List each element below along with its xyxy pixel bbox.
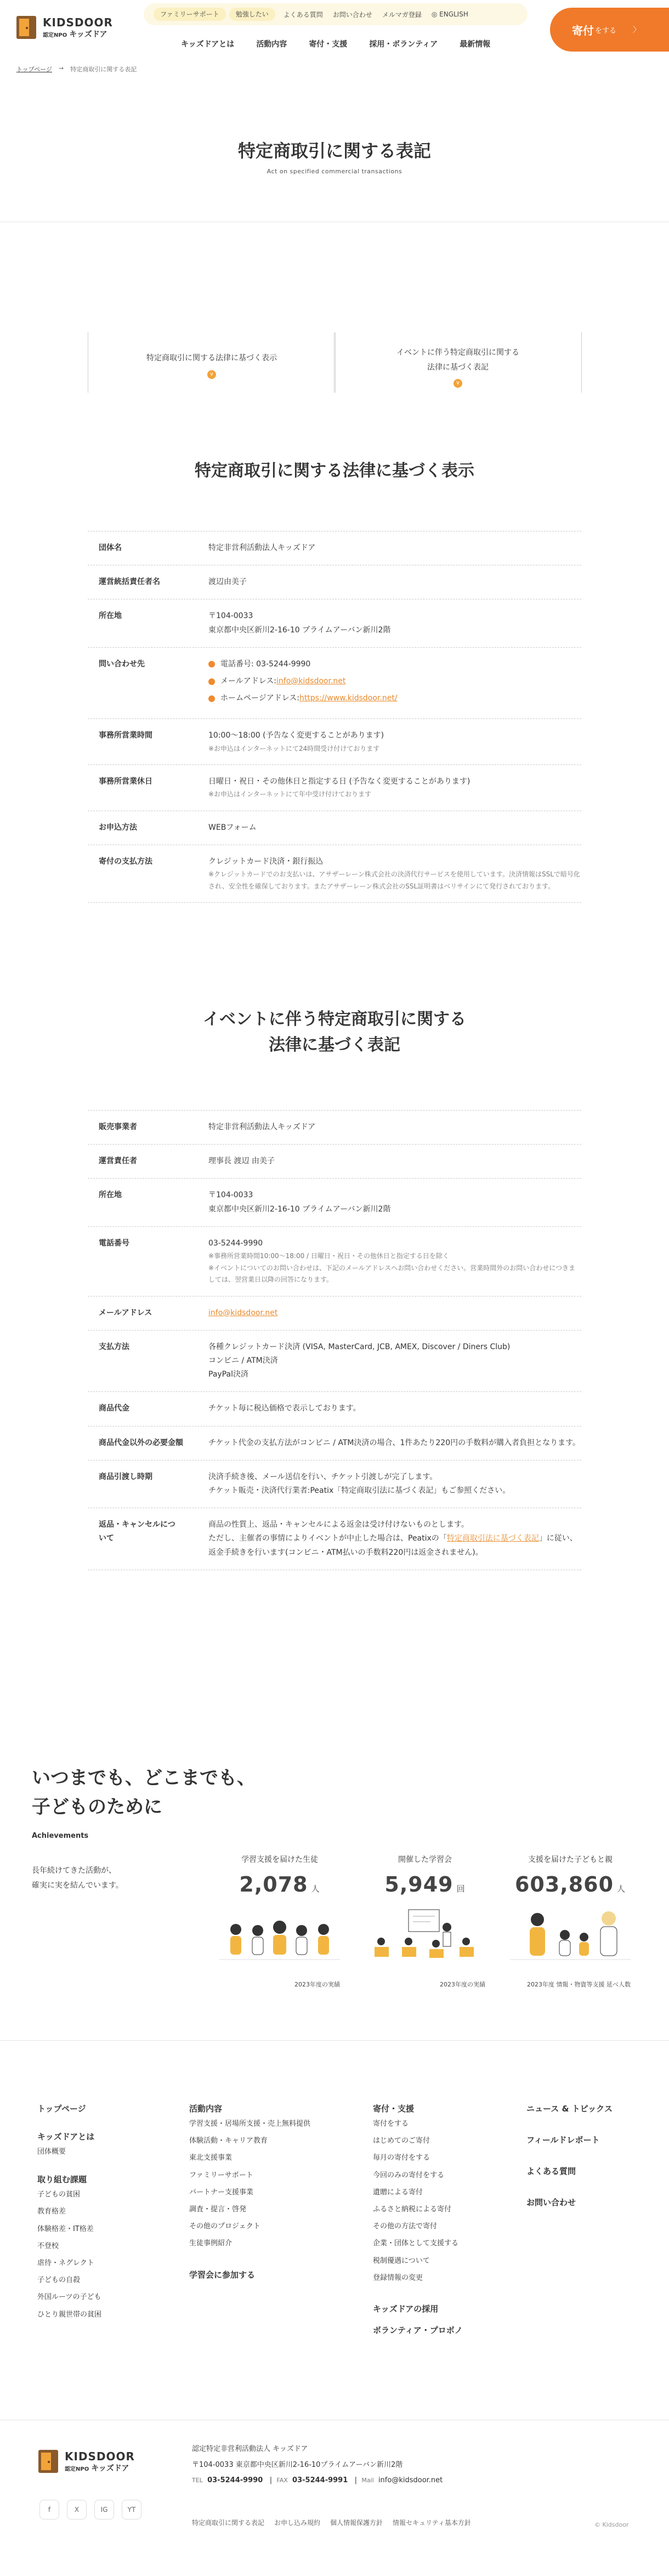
footer-link[interactable]: 遺贈による寄付	[373, 2188, 423, 2196]
peatix-law-link[interactable]: 特定商取引法に基づく表記	[446, 1534, 539, 1543]
bullet-icon	[208, 661, 215, 667]
footer-link[interactable]: 子どもの自殺	[37, 2276, 81, 2285]
footer-link-join[interactable]: 学習会に参加する	[189, 2269, 256, 2280]
footer-link[interactable]: 団体概要	[37, 2148, 66, 2156]
anchor-link-event[interactable]	[334, 332, 582, 393]
breadcrumb-current: 特定商取引に関する表記	[70, 66, 137, 73]
table-row: 事務所営業時間 10:00〜18:00 (予告なく変更することがあります) ※お申込はインターネットにて24時間受け付けております	[88, 719, 581, 765]
chevron-right-icon: →	[59, 65, 64, 72]
table-row: 販売事業者 特定非営利活動法人キッズドア	[88, 1111, 581, 1145]
youtube-icon[interactable]: YT	[122, 2500, 141, 2520]
footer-col-2	[189, 2103, 310, 2288]
donate-label: 寄付	[572, 24, 594, 37]
footer-link[interactable]: 税制優遇について	[373, 2256, 430, 2265]
footer-link[interactable]: 生徒事例紹介	[189, 2239, 233, 2248]
footer-legal-link[interactable]: 特定商取引に関する表記	[192, 2519, 265, 2527]
footer-link-reports[interactable]: フィールドレポート	[526, 2135, 600, 2145]
achievements-heading: いつまでも、どこまでも、 子どものために	[32, 1767, 256, 1818]
footer-legal-link[interactable]: 個人情報保護方針	[330, 2519, 383, 2527]
logo-text-en: KIDSDOOR	[65, 2449, 135, 2463]
table-row: 事務所営業休日 日曜日・祝日・その他休日と指定する日 (予告なく変更することがあります) ※お申込はインターネットにて年中受け付けております	[88, 765, 581, 811]
x-twitter-icon[interactable]: X	[67, 2500, 87, 2520]
table-row: 商品引渡し時期 決済手続き後、メール送信を行い、チケット引渡しが完了します。 チケット販売・決済代行業者:Peatix「特定商取引法に基づく表記」もご参照ください。	[88, 1460, 581, 1508]
bullet-icon	[208, 678, 215, 685]
want-to-study-link[interactable]: 勉強したい	[229, 8, 275, 21]
footer-link-volunteer[interactable]: ボランティア・プロボノ	[373, 2325, 463, 2335]
footer-legal-link[interactable]: 情報セキュリティ基本方針	[393, 2519, 471, 2527]
footer-link-faq[interactable]: よくある質問	[526, 2166, 576, 2176]
instagram-icon[interactable]: IG	[94, 2500, 114, 2520]
achievement-support: 支援を届けた子どもと親 603,860 人 2023年度 情報・物資等支援 延べ人数	[510, 1854, 631, 1968]
achievements-desc: 長年続けてきた活動が、 確実に実を結んでいます。	[32, 1866, 123, 1890]
footer-logo[interactable]	[37, 2447, 191, 2476]
footer-link[interactable]: ひとり親世帯の貧困	[37, 2310, 102, 2319]
table-row: 運営責任者 理事長 渡辺 由美子	[88, 1145, 581, 1179]
footer-link[interactable]: その他の方法で寄付	[373, 2222, 438, 2231]
donate-button[interactable]	[550, 8, 669, 52]
nav-about[interactable]: キッズドアとは	[181, 40, 235, 49]
footer-link[interactable]: 体験活動・キャリア教育	[189, 2137, 268, 2145]
table-row: 運営統括責任者名 渡辺由美子	[88, 565, 581, 599]
footer-link-contact[interactable]: お問い合わせ	[526, 2198, 576, 2207]
facebook-icon[interactable]: f	[39, 2500, 59, 2520]
global-nav	[181, 38, 512, 49]
list-item: 電話番号: 03-5244-9990	[208, 658, 581, 671]
org-name: 認定特定非営利活動法人 キッズドア	[192, 2445, 308, 2453]
email-link[interactable]: info@kidsdoor.net	[208, 1308, 278, 1317]
footer-link-about[interactable]: キッズドアとは	[37, 2132, 95, 2142]
english-link[interactable]: ◎ ENGLISH	[431, 10, 468, 18]
footer-col-4	[526, 2103, 613, 2218]
table-row: 所在地 〒104-0033 東京都中央区新川2-16-10 プライムアーバン新川2階	[88, 599, 581, 647]
table-row: お申込方法 WEBフォーム	[88, 811, 581, 845]
footer-legal-link[interactable]: お申し込み規約	[274, 2519, 321, 2527]
anchor-label: 特定商取引に関する法律に基づく表示	[146, 354, 277, 363]
footer-link[interactable]: パートナー支援事業	[189, 2188, 254, 2196]
nav-activities[interactable]: 活動内容	[256, 40, 287, 49]
footer-link[interactable]: 毎月の寄付をする	[373, 2154, 430, 2162]
family-illustration	[510, 1907, 631, 1968]
section1-table	[88, 531, 581, 903]
footer-link[interactable]: 不登校	[37, 2241, 59, 2250]
arrow-right-icon: 〉	[633, 26, 641, 35]
footer-link[interactable]: 外国ルーツの子ども	[37, 2293, 101, 2302]
footer-col-3	[373, 2103, 463, 2343]
nav-recruit[interactable]: 採用・ボランティア	[369, 40, 438, 49]
footer-link[interactable]: ふるさと納税による寄付	[373, 2205, 452, 2213]
table-row: メールアドレス info@kidsdoor.net	[88, 1297, 581, 1331]
newsletter-link[interactable]: メルマガ登録	[382, 10, 422, 19]
anchor-link-law[interactable]	[88, 332, 336, 393]
logo-text-jp: 認定NPO キッズドア	[43, 30, 107, 39]
footer-link[interactable]: 寄付をする	[373, 2120, 409, 2128]
footer-link[interactable]: 企業・団体として支援する	[373, 2239, 459, 2248]
footer-link[interactable]: はじめてのご寄付	[373, 2137, 430, 2145]
logo-text-jp: 認定NPO キッズドア	[65, 2464, 129, 2473]
footer-link[interactable]: その他のプロジェクト	[189, 2222, 260, 2231]
footer-link[interactable]: 子どもの貧困	[37, 2190, 81, 2199]
table-row: 団体名 特定非営利活動法人キッズドア	[88, 531, 581, 565]
nav-news[interactable]: 最新情報	[460, 40, 491, 49]
table-row: 電話番号 03-5244-9990 ※事務所営業時間10:00〜18:00 / 日曜日・祝日・その他休日と指定する日を除く ※イベントについてのお問い合わせは、下記のメールアドレスへお問い合わせください。営業時間外のお問い合わせにつきましては、翌営業日以降の回答になります。	[88, 1227, 581, 1297]
footer-link[interactable]: 虐待・ネグレクト	[37, 2258, 94, 2267]
footer-link[interactable]: 登録情報の変更	[373, 2273, 423, 2282]
classroom-illustration	[365, 1907, 485, 1968]
door-logo-icon	[15, 15, 37, 40]
achievement-number: 603,860 人	[514, 1872, 626, 1896]
logo-text-en: KIDSDOOR	[43, 15, 113, 29]
contact-link[interactable]: お問い合わせ	[332, 10, 372, 19]
breadcrumb	[16, 65, 137, 73]
chevron-down-icon: ∨	[207, 370, 216, 379]
list-item: ホームページアドレス: https://www.kidsdoor.net/	[208, 692, 581, 705]
achievement-number: 2,078 人	[239, 1872, 320, 1896]
students-illustration	[219, 1907, 340, 1968]
page-subtitle: Act on specified commercial transactions	[267, 168, 402, 175]
faq-link[interactable]: よくある質問	[283, 10, 323, 19]
footer-link[interactable]: 今回のみの寄付をする	[373, 2171, 445, 2179]
table-row: 所在地 〒104-0033 東京都中央区新川2-16-10 プライムアーバン新川2階	[88, 1179, 581, 1226]
donate-label-suffix: をする	[595, 26, 617, 35]
table-row: 支払方法 各種クレジットカード決済 (VISA, MasterCard, JCB, AMEX, Discover / Diners Club) コンビニ / ATM決済 PayPal決済	[88, 1331, 581, 1392]
org-address: 〒104-0033 東京都中央区新川2-16-10プライムアーバン新川2階	[192, 2460, 403, 2469]
section2-table	[88, 1110, 581, 1570]
footer-link-news[interactable]: ニュース & トピックス	[526, 2104, 613, 2114]
footer-link-recruit[interactable]: キッズドアの採用	[373, 2303, 439, 2314]
family-support-link[interactable]: ファミリーサポート	[154, 8, 226, 21]
footer-org-info	[192, 2442, 443, 2489]
achievement-sessions: 開催した学習会 5,949 回 2023年度の実績	[365, 1854, 485, 1968]
footer-link-donate[interactable]: 寄付・支援	[373, 2104, 415, 2114]
section1-heading: 特定商取引に関する法律に基づく表示	[195, 461, 474, 480]
table-row: 問い合わせ先 電話番号: 03-5244-9990 メールアドレス: info@kidsdoor.net ホームページアドレス: https://www.kidsdoor.net/	[88, 648, 581, 720]
footer-link[interactable]: 教育格差	[37, 2207, 66, 2216]
door-logo-icon	[37, 2449, 59, 2474]
footer-link[interactable]: 学習支援・居場所支援・売上無料提供	[189, 2120, 311, 2128]
email-link[interactable]: info@kidsdoor.net	[276, 676, 346, 686]
table-row: 商品代金以外の必要金額 チケット代金の支払方法がコンビニ / ATM決済の場合、1件あたり220円の手数料が購入者負担となります。	[88, 1426, 581, 1460]
table-row: 商品代金 チケット毎に税込価格で表示しております。	[88, 1392, 581, 1426]
footer-link[interactable]: 東北支援事業	[189, 2154, 233, 2162]
chevron-down-icon: ∨	[453, 379, 462, 388]
footer-legal-links	[192, 2518, 471, 2527]
globe-icon: ◎	[431, 10, 438, 18]
section2-heading: イベントに伴う特定商取引に関する 法律に基づく表記	[203, 1010, 466, 1055]
achievements-subtitle: Achievements	[32, 1832, 89, 1840]
org-contact: TEL 03-5244-9990 | FAX 03-5244-9991 | Mail info@kidsdoor.net	[192, 2476, 443, 2485]
footer-email-link[interactable]: info@kidsdoor.net	[378, 2476, 443, 2485]
footer-link[interactable]: 体験格差・IT格差	[37, 2224, 94, 2233]
footer-link[interactable]: ファミリーサポート	[189, 2171, 253, 2179]
table-row: 返品・キャンセルについて 商品の性質上、返品・キャンセルによる返金は受け付けないものとします。 ただし、主催者の事情によりイベントが中止した場合は、Peatixの「特定商取引法に基づく表記」に従い、返金手続きを行います(コンビニ・ATM払いの手数料220円は返金されません)。	[88, 1508, 581, 1570]
footer-link-activities[interactable]: 活動内容	[189, 2104, 223, 2114]
footer-link-top[interactable]: トップページ	[37, 2104, 86, 2114]
footer-link[interactable]: 調査・提言・啓発	[189, 2205, 247, 2213]
achievement-number: 5,949 回	[384, 1872, 466, 1896]
footer-col-1	[37, 2103, 101, 2323]
nav-donate[interactable]: 寄付・支援	[309, 40, 348, 49]
anchor-label: イベントに伴う特定商取引に関する 法律に基づく表記	[396, 348, 519, 372]
footer-link-issues[interactable]: 取り組む課題	[37, 2175, 87, 2185]
site-header	[0, 0, 669, 55]
list-item: メールアドレス: info@kidsdoor.net	[208, 675, 581, 688]
page-title: 特定商取引に関する表記	[237, 140, 431, 161]
divider	[0, 2040, 669, 2041]
homepage-link[interactable]: https://www.kidsdoor.net/	[299, 694, 398, 703]
copyright: © Kidsdoor	[594, 2521, 629, 2528]
utility-bar	[144, 3, 528, 25]
table-row: 寄付の支払方法 クレジットカード決済・銀行振込 ※クレジットカードでのお支払いは、アサザーレーン株式会社の決済代行サービスを使用しています。決済情報はSSLで暗号化され、安全性を確保しております。またアサザーレーン株式会社のSSL証明書はベリサインにて発行されております。	[88, 845, 581, 903]
achievement-students: 学習支援を届けた生徒 2,078 人 2023年度の実績	[219, 1854, 340, 1968]
breadcrumb-home[interactable]: トップページ	[16, 66, 53, 73]
bullet-icon	[208, 695, 215, 702]
